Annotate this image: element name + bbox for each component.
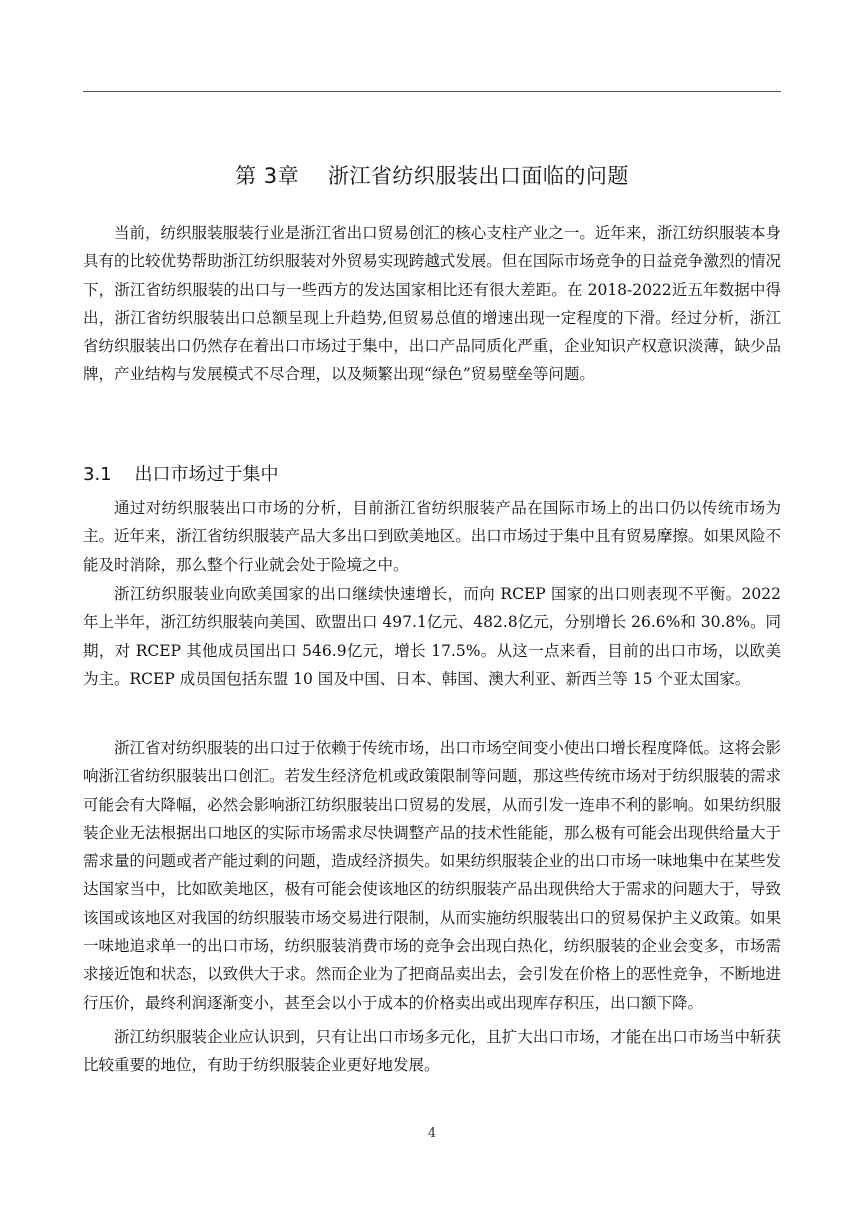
intro-paragraph: 当前，纺织服装服装行业是浙江省出口贸易创汇的核心支柱产业之一。近年来，浙江纺织服装本身具有的比较优势帮助浙江纺织服装对外贸易实现跨越式发展。但在国际市场竞争的日益竞争激烈的情况下，浙江省纺织服装的出口与一些西方的发达国家相比还有很大差距。在 2018-2022近五年数据中得出，浙江省纺织服装出口总额呈现上升趋势,但贸易总值的增速出现一定程度的下滑。经过分析，浙江省纺织服装出口仍然存在着出口市场过于集中，出口产品同质化严重，企业知识产权意识淡薄，缺少品牌，产业结构与发展模式不尽合理，以及频繁出现“绿色”贸易壁垒等问题。 (83, 224, 781, 384)
chapter-title: 第 3章 浙江省纺织服装出口面临的问题 (235, 164, 629, 188)
section-title: 3.1 出口市场过于集中 (83, 464, 279, 485)
header-rule (83, 91, 781, 92)
section-paragraph-3: 浙江省对纺织服装的出口过于依赖于传统市场，出口市场空间变小使出口增长程度降低。这将会影响浙江省纺织服装出口创汇。若发生经济危机或政策限制等问题，那这些传统市场对于纺织服装的需求可能会有大降幅，必然会影响浙江纺织服装出口贸易的发展，从而引发一连串不利的影响。如果纺织服装企业无法根据出口地区的实际市场需求尽快调整产品的技术性能能，那么极有可能会出现供给量大于需求量的问题或者产能过剩的问题，造成经济损失。如果纺织服装企业的出口市场一味地集中在某些发达国家当中，比如欧美地区，极有可能会使该地区的纺织服装产品出现供给大于需求的问题大于，导致该国或该地区对我国的纺织服装市场交易进行限制，从而实施纺织服装出口的贸易保护主义政策。如果一味地追求单一的出口市场，纺织服装消费市场的竞争会出现白热化，纺织服装的企业会变多，市场需求接近饱和状态，以致供大于求。然而企业为了把商品卖出去，会引发在价格上的恶性竞争，不断地进行压价，最终利润逐渐变小，甚至会以小于成本的价格卖出或出现库存积压，出口额下降。 (83, 739, 781, 1012)
section-paragraph-4: 浙江纺织服装企业应认识到，只有让出口市场多元化，且扩大出口市场，才能在出口市场当中斩获比较重要的地位，有助于纺织服装企业更好地发展。 (83, 1028, 781, 1075)
section-paragraph-1: 通过对纺织服装出口市场的分析，目前浙江省纺织服装产品在国际市场上的出口仍以传统市场为主。近年来，浙江省纺织服装产品大多出口到欧美地区。出口市场过于集中且有贸易摩擦。如果风险不能及时消除，那么整个行业就会处于险境之中。 (83, 499, 781, 574)
section-paragraph-2: 浙江纺织服装业向欧美国家的出口继续快速增长，而向 RCEP 国家的出口则表现不平衡。2022 年上半年，浙江纺织服装向美国、欧盟出口 497.1亿元、482.8亿元，分别增长 26.6%和 30.8%。同期，对 RCEP 其他成员国出口 546.9亿元，增长 17.5%。从这一点来看，目前的出口市场，以欧美为主。RCEP 成员国包括东盟 10 国及中国、日本、韩国、澳大利亚、新西兰等 15 个亚太国家。 (83, 585, 782, 688)
page-number: 4 (427, 1126, 437, 1141)
